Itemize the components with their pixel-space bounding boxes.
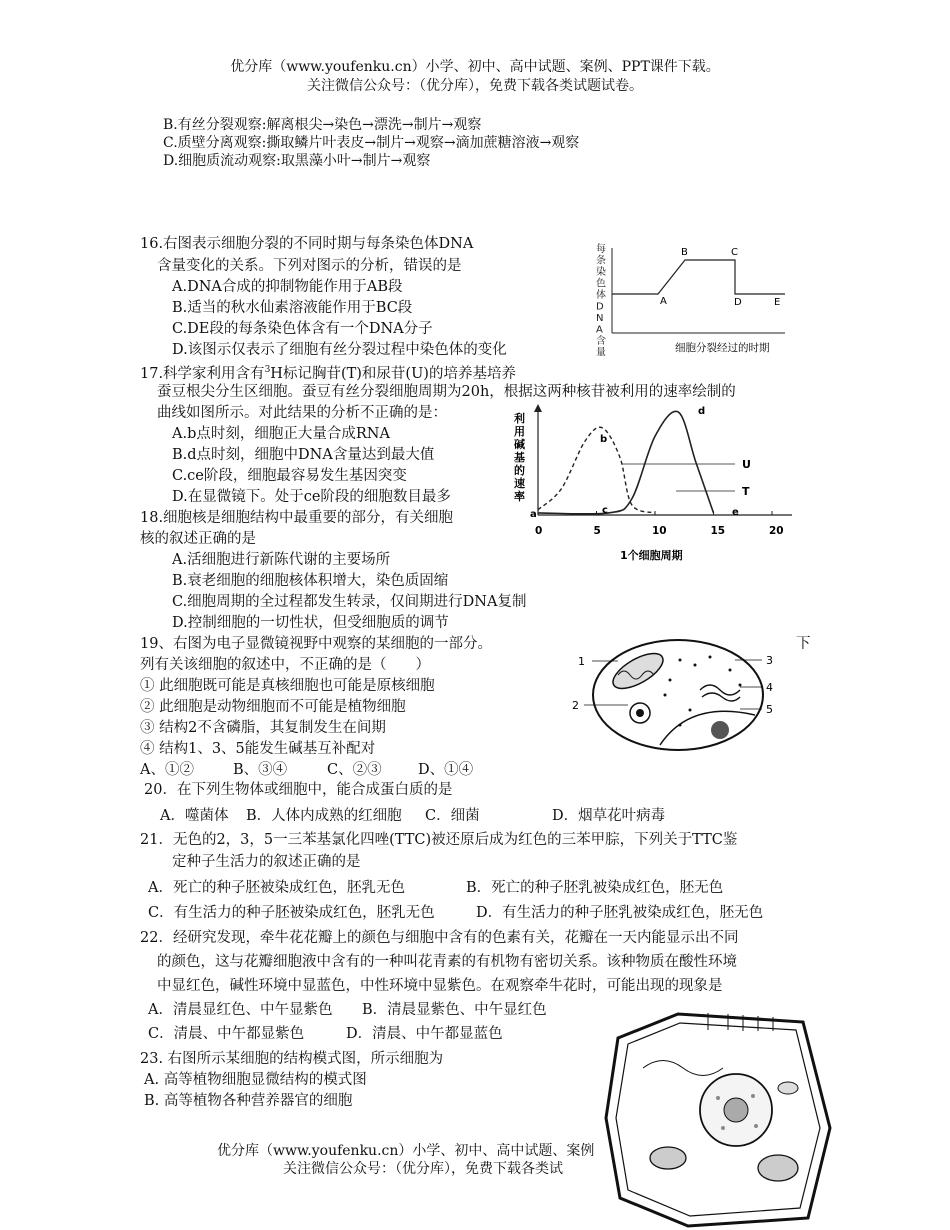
q23-mitochondrion-icon	[778, 1082, 798, 1094]
q20-option-c: C．细菌	[425, 808, 480, 824]
q16-point-b: B	[681, 247, 688, 258]
q19-label-1: 1	[578, 655, 585, 668]
q16-stem-1: 16.右图表示细胞分裂的不同时期与每条染色体DNA	[140, 236, 474, 252]
q21-option-a: A．死亡的种子胚被染成红色，胚乳无色	[148, 880, 405, 896]
q18-option-c: C.细胞周期的全过程都发生转录，仅间期进行DNA复制	[172, 594, 527, 610]
q15-option-d: D.细胞质流动观察:取黑藻小叶→制片→观察	[163, 153, 431, 169]
q17-stem-3: 曲线如图所示。对此结果的分析不正确的是：	[157, 405, 447, 421]
q17-ylabel-char: 速	[514, 477, 525, 490]
q19-item-1: ① 此细胞既可能是真核细胞也可能是原核细胞	[140, 678, 435, 694]
q17-point-a: a	[530, 509, 537, 520]
q22-stem-1: 22．经研究发现，牵牛花花瓣上的颜色与细胞中含有的色素有关，花瓣在一天内能显示出不同	[140, 930, 739, 946]
q22-option-c: C．清晨、中午都显紫色	[148, 1026, 305, 1042]
q17-series-u-line	[538, 427, 655, 513]
q17-x-tick-label: 0	[535, 525, 543, 537]
q17-stem-1b: H标记胸苷(T)和尿苷(U)的培养基培养	[270, 365, 516, 382]
q15-option-c: C.质壁分离观察:撕取鳞片叶表皮→制片→观察→滴加蔗糖溶液→观察	[163, 135, 580, 151]
q20-stem: 20．在下列生物体或细胞中，能合成蛋白质的是	[144, 782, 453, 798]
q16-point-c: C	[731, 247, 738, 258]
q17-option-a: A.b点时刻，细胞正大量合成RNA	[172, 426, 390, 442]
q17-point-c: c	[602, 505, 608, 516]
q16-option-c: C.DE段的每条染色体含有一个DNA分子	[172, 321, 433, 337]
q21-stem-2: 定种子生活力的叙述正确的是	[172, 854, 361, 870]
q15-option-b: B.有丝分裂观察:解离根尖→染色→漂洗→制片→观察	[163, 117, 482, 133]
q17-series-label-u: U	[742, 458, 751, 471]
q22-option-b: B．清晨显紫色、中午显红色	[362, 1002, 547, 1018]
q17-point-b: b	[600, 434, 608, 445]
q17-stem-2: 蚕豆根尖分生区细胞。蚕豆有丝分裂细胞周期为20h，根据这两种核苷被利用的速率绘制的	[157, 384, 736, 400]
q19-label-3: 3	[766, 654, 773, 667]
q18-stem-1: 18.细胞核是细胞结构中最重要的部分，有关细胞	[140, 510, 454, 526]
svg-text:每条染色体DNA含量: 每条染色体 D N A 含量	[596, 244, 606, 358]
q19-stem-1-end: 下	[796, 636, 811, 652]
header-line-1: 优分库（www.youfenku.cn）小学、初中、高中试题、案例、PPT课件下载。	[230, 59, 720, 75]
q17-x-tick-label: 10	[652, 525, 667, 537]
q16-xlabel: 细胞分裂经过的时期	[675, 342, 770, 354]
q16-ylabel	[596, 242, 606, 358]
q19-nucleolus-icon	[711, 721, 729, 739]
q16-option-b: B.适当的秋水仙素溶液能作用于BC段	[172, 300, 413, 316]
footer-line-2: 关注微信公众号：（优分库），免费下载各类试	[283, 1161, 563, 1177]
q23-chloroplast-icon	[758, 1155, 798, 1181]
q18-option-b: B.衰老细胞的细胞核体积增大，染色质固缩	[172, 573, 449, 589]
q17-ylabel	[513, 411, 526, 503]
q17-xlabel: 1个细胞周期	[620, 549, 683, 562]
q23-plant-cell-figure	[598, 1008, 838, 1228]
q19-stem-1: 19、右图为电子显微镜视野中观察的某细胞的一部分。	[140, 636, 492, 652]
q17-ylabel-char: 基	[514, 451, 525, 464]
q17-ylabel-char: 利	[514, 412, 525, 425]
q19-centriole-core	[636, 709, 644, 717]
q17-point-e: e	[732, 507, 739, 518]
q23-stem: 23. 右图所示某细胞的结构模式图，所示细胞为	[140, 1051, 444, 1067]
q19-choice-c: C、②③	[327, 762, 382, 778]
q22-option-d: D．清晨、中午都显蓝色	[346, 1026, 503, 1042]
q17-option-c: C.ce阶段，细胞最容易发生基因突变	[172, 468, 407, 484]
q17-ylabel-char: 碱	[514, 438, 525, 451]
q17-stem-sup: 3	[264, 365, 271, 375]
q23-option-b: B. 高等植物各种营养器官的细胞	[144, 1093, 353, 1109]
q19-item-2: ② 此细胞是动物细胞而不可能是植物细胞	[140, 699, 406, 715]
q19-label-2: 2	[572, 699, 579, 712]
q18-stem-2: 核的叙述正确的是	[140, 531, 256, 547]
q17-point-d: d	[698, 406, 706, 417]
q18-option-d: D.控制细胞的一切性状，但受细胞质的调节	[172, 615, 449, 631]
q17-ylabel-char: 用	[514, 425, 525, 438]
q19-choice-b: B、③④	[233, 762, 288, 778]
q23-option-a: A. 高等植物细胞显微结构的模式图	[144, 1072, 367, 1088]
q23-chloroplast-icon-2	[650, 1147, 686, 1169]
q17-series-label-t: T	[742, 485, 750, 498]
q17-x-tick-label: 20	[769, 525, 784, 537]
q16-point-e: E	[774, 297, 781, 308]
q16-point-a: A	[660, 296, 667, 307]
q16-option-d: D.该图示仅表示了细胞有丝分裂过程中染色体的变化	[172, 342, 507, 358]
q22-stem-2: 的颜色，这与花瓣细胞液中含有的一种叫花青素的有机物有密切关系。该种物质在酸性环境	[157, 954, 737, 970]
q17-ylabel-char: 率	[514, 490, 525, 503]
q17-stem-1a: 17.科学家利用含有	[140, 365, 265, 382]
q20-option-a: A．噬菌体	[160, 808, 229, 824]
q19-choice-a: A、①②	[140, 762, 194, 778]
q16-point-d: D	[734, 297, 742, 308]
q22-stem-3: 中显红色，碱性环境中显蓝色，中性环境中显紫色。在观察牵牛花时，可能出现的现象是	[157, 978, 723, 994]
q18-option-a: A.活细胞进行新陈代谢的主要场所	[172, 552, 391, 568]
q17-x-tick-label: 5	[593, 525, 601, 537]
q16-dna-line	[612, 260, 785, 294]
q19-item-3: ③ 结构2不含磷脂，其复制发生在间期	[140, 720, 386, 736]
q19-label-5: 5	[766, 703, 773, 716]
q21-option-c: C．有生活力的种子胚被染成红色，胚乳无色	[148, 905, 435, 921]
q17-series-t-line	[538, 411, 714, 514]
q17-chart	[510, 400, 800, 565]
q20-option-b: B．人体内成熟的红细胞	[246, 808, 402, 824]
q17-option-b: B.d点时刻，细胞中DNA含量达到最大值	[172, 447, 435, 463]
q21-option-d: D．有生活力的种子胚乳被染成红色，胚无色	[476, 905, 764, 921]
q19-label-4: 4	[766, 681, 773, 694]
q22-option-a: A．清晨显红色、中午显紫色	[148, 1002, 333, 1018]
q17-option-d: D.在显微镜下。处于ce阶段的细胞数目最多	[172, 489, 451, 505]
q21-option-b: B．死亡的种子胚乳被染成红色，胚无色	[466, 880, 724, 896]
q19-cell-membrane	[593, 640, 763, 750]
q19-cell-figure	[570, 635, 785, 755]
q20-option-d: D．烟草花叶病毒	[552, 808, 666, 824]
header-line-2: 关注微信公众号：（优分库），免费下载各类试题试卷。	[307, 78, 643, 94]
q19-item-4: ④ 结构1、3、5能发生碱基互补配对	[140, 741, 376, 757]
q19-choice-d: D、①④	[418, 762, 474, 778]
q23-nucleolus-icon	[724, 1098, 748, 1122]
q17-ylabel-char: 的	[514, 464, 525, 477]
q16-dna-figure	[590, 238, 790, 358]
q17-y-arrow	[534, 404, 542, 412]
q17-stem-1	[140, 360, 516, 384]
q16-option-a: A.DNA合成的抑制物能作用于AB段	[172, 279, 403, 295]
q21-stem-1: 21．无色的2，3，5一三苯基氯化四唑(TTC)被还原后成为红色的三苯甲腙，下列关于TTC鉴	[140, 832, 738, 848]
q16-stem-2: 含量变化的关系。下列对图示的分析，错误的是	[157, 258, 462, 274]
q17-x-tick-label: 15	[710, 525, 726, 537]
footer-line-1: 优分库（www.youfenku.cn）小学、初中、高中试题、案例	[217, 1143, 595, 1159]
q19-stem-2: 列有关该细胞的叙述中，不正确的是（ ）	[140, 657, 430, 673]
